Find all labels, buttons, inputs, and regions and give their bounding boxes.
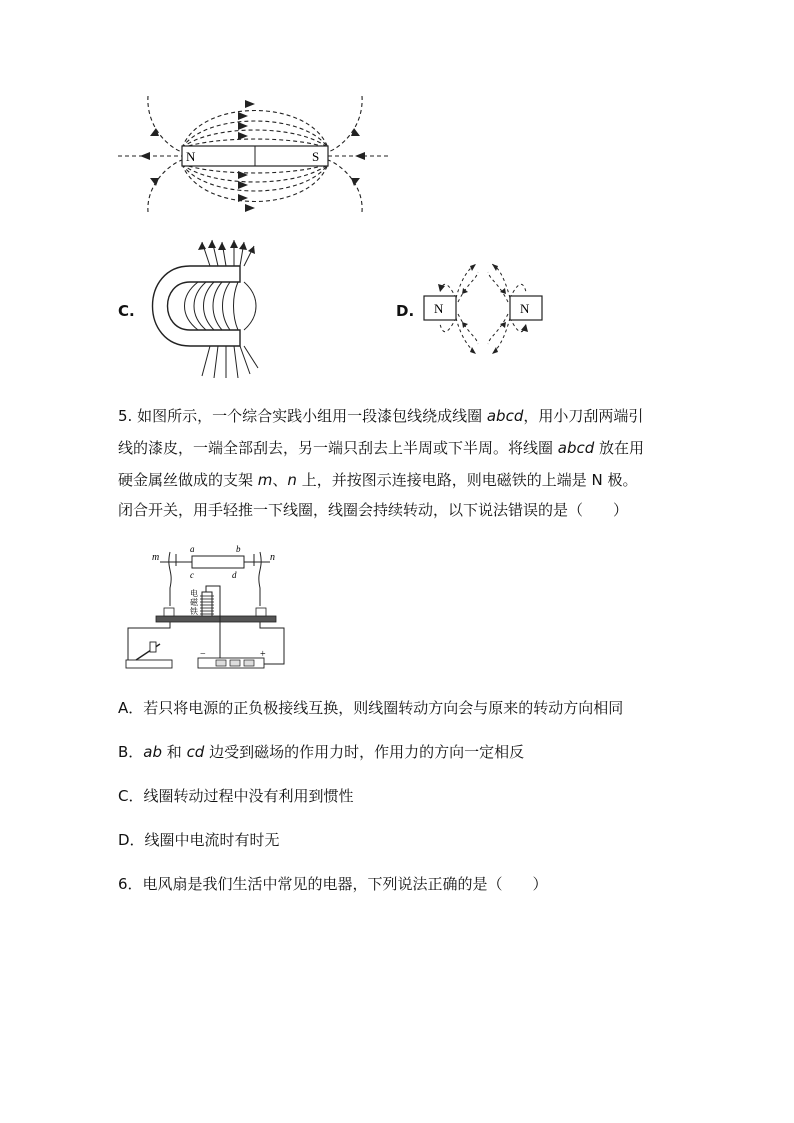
label-m: m [152, 552, 160, 563]
q5-option-d: D．线圈中电流时有时无 [118, 831, 280, 849]
bar-magnet-ns-figure [110, 88, 400, 218]
pole-n-label: N [186, 149, 196, 164]
q5-line3-text-a: 硬金属丝做成的支架 [118, 471, 258, 489]
q5-line1-text-c: ，用小刀刮两端引 [523, 407, 644, 425]
q5-option-a: A．若只将电源的正负极接线互换，则线圈转动方向会与原来的转动方向相同 [118, 699, 624, 717]
u-magnet-figure [140, 236, 270, 381]
q5-line3-n: n [287, 471, 297, 489]
pole-s-label: S [312, 149, 320, 164]
q5-option-c: C．线圈转动过程中没有利用到惯性 [118, 787, 354, 805]
q5-line3-m: m [257, 471, 273, 489]
label-a: a [190, 544, 195, 554]
option-c-label: C. [118, 302, 135, 320]
q6-stem: 6．电风扇是我们生活中常见的电器，下列说法正确的是（ ） [118, 875, 548, 893]
pole-n-right-label: N [520, 301, 530, 316]
label-b: b [236, 544, 241, 554]
q5-option-b-prefix: B． [118, 743, 144, 761]
magnet-char-3: 铁 [190, 607, 198, 616]
q5-option-b-text: 边受到磁场的作用力时，作用力的方向一定相反 [204, 743, 525, 761]
battery-minus: − [200, 649, 206, 660]
q5-option-b [118, 742, 524, 762]
q5-line2-text: 线的漆皮，一端全部刮去，另一端只刮去上半周或下半周。将线圈 [118, 439, 558, 457]
battery-plus: + [260, 649, 266, 660]
q5-line3 [118, 470, 637, 490]
q5-line2 [118, 438, 644, 458]
option-d-label: D. [396, 302, 415, 320]
q5-line1-abcd: abcd [486, 407, 524, 425]
q5-option-b-and: 和 [162, 743, 187, 761]
q5-line2-end: 放在用 [594, 439, 645, 457]
q5-line3-text-b: 上，并按图示连接电路，则电磁铁的上端是 N 极。 [296, 471, 638, 489]
q5-line1-text-a: 5. 如图所示，一个综合实践小组用一段漆包线绕成线圈 [118, 407, 487, 425]
q5-line4: 闭合开关，用手轻推一下线圈，线圈会持续转动，以下说法错误的是（ ） [118, 501, 629, 519]
pole-n-left-label: N [434, 301, 444, 316]
q5-option-b-cd: cd [186, 743, 205, 761]
label-d: d [232, 570, 237, 580]
q5-option-b-ab: ab [143, 743, 163, 761]
motor-circuit-figure [120, 540, 292, 672]
q5-line2-abcd: abcd [557, 439, 595, 457]
q5-line3-sep: 、 [272, 471, 288, 489]
q5-line1 [118, 406, 643, 426]
label-c: c [190, 570, 194, 580]
magnet-char-2: 磁 [190, 598, 198, 607]
magnet-char-1: 电 [190, 589, 198, 598]
nn-magnets-figure [418, 262, 550, 356]
label-n: n [270, 552, 275, 563]
